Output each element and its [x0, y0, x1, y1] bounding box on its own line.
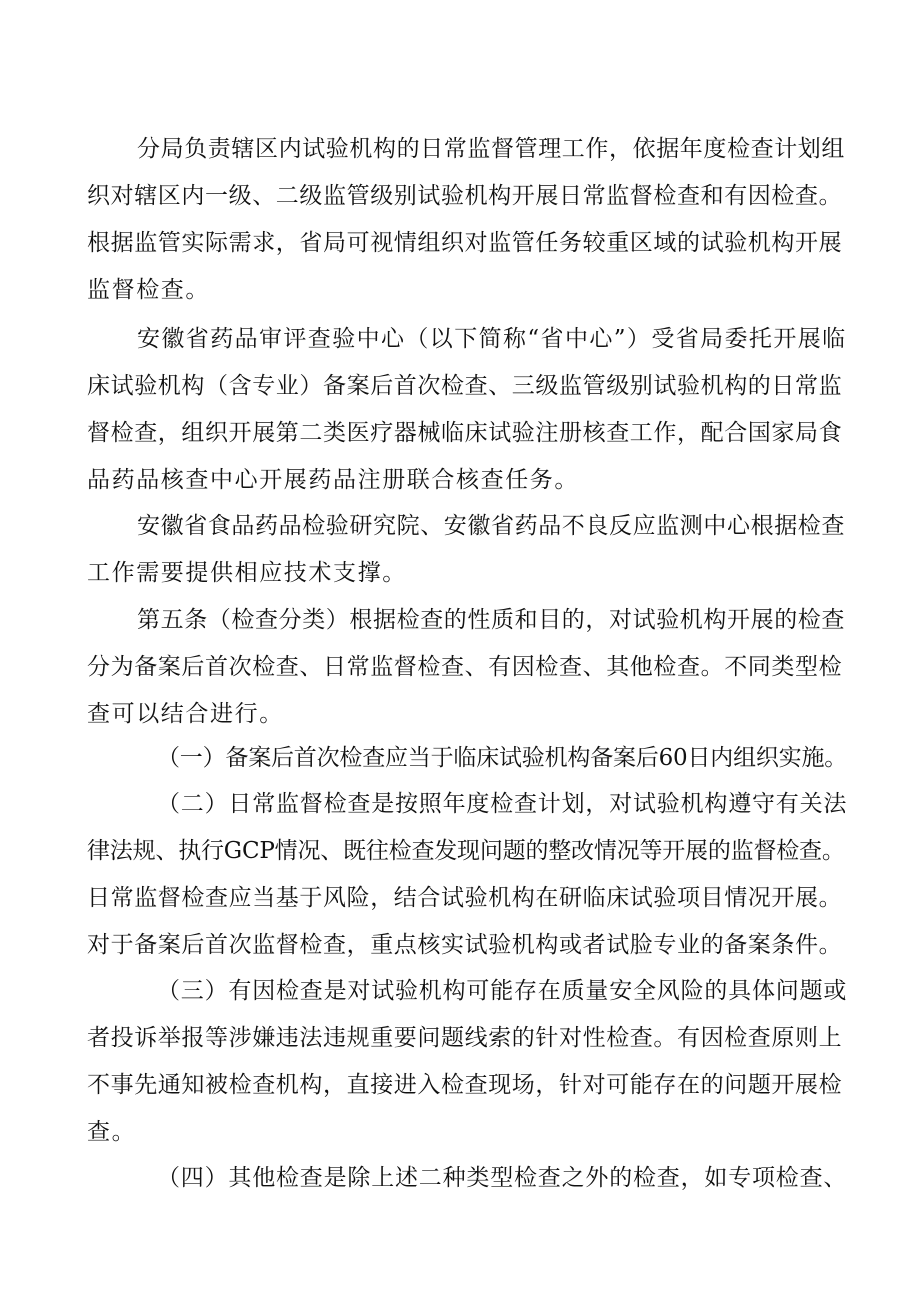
text-line: （四）其他检查是除上述二种类型检查之外的检查，如专项检查、 — [157, 1165, 848, 1191]
text-line: 第五条（检查分类）根据检查的性质和目的，对试验机构开展的检查 — [137, 607, 845, 633]
text-line: 工作需要提供相应技术支撑。 — [87, 560, 407, 586]
paragraph-provincial-center — [87, 316, 847, 504]
text-line: 安徽省食品药品检验研究院、安徽省药品不良反应监测中心根据检查 — [137, 513, 845, 539]
text-line: 查可以结合进行。 — [87, 701, 284, 727]
text-line: 查。 — [87, 1119, 137, 1145]
text-line: 品药品核查中心开展药品注册联合核查任务。 — [87, 467, 579, 493]
text-line: 对于备案后首次监督检查，重点核实试验机构或者试脸专业的备案条件。 — [87, 932, 843, 958]
paragraph-item-four — [87, 1155, 847, 1202]
text-line: 不事先通知被检查机构，直接进入检查现场，针对可能存在的问题开展检 — [87, 1072, 843, 1098]
text-line: （二）日常监督检查是按照年度检查计划，对试验机构遵守有关法 — [157, 791, 848, 817]
text-line: 日常监督检查应当基于风险，结合试验机构在研临床试验项目情况开展。 — [87, 885, 843, 911]
text-line: 者投诉举报等涉嫌违法违规重要问题线索的针对性检查。有因检查原则上 — [87, 1025, 843, 1051]
text-line: 分为备案后首次检查、日常监督检查、有因检查、其他检查。不同类型检 — [87, 654, 843, 680]
text-line: 分局负责辖区内试验机构的日常监督管理工作，依据年度检查计划组 — [137, 136, 845, 162]
paragraph-branch-duties — [87, 126, 847, 314]
text-line: 根据监管实际需求，省局可视情组织对监管任务较重区域的试验机构开展 — [87, 230, 843, 256]
text-line: 安徽省药品审评查验中心（以下简称“省中心”）受省局委托开展临 — [137, 326, 847, 352]
paragraph-item-three — [87, 968, 847, 1156]
text-line: （一）备案后首次检查应当于临床试验机构备案后60日内组织实施。 — [157, 745, 848, 771]
paragraph-technical-support — [87, 503, 847, 597]
paragraph-item-two — [87, 781, 847, 969]
text-line: 律法规、执行GCP情况、既往检查发现问题的整改情况等开展的监督检查。 — [87, 838, 845, 864]
text-line: 监督检查。 — [87, 277, 210, 303]
paragraph-item-one — [87, 735, 847, 782]
text-line: 督检查，组织开展第二类医疗器械临床试验注册核查工作，配合国家局食 — [87, 420, 843, 446]
text-line: 织对辖区内一级、二级监管级别试验机构开展日常监督检查和有因检查。 — [87, 183, 843, 209]
paragraph-article-five — [87, 597, 847, 738]
text-line: 床试验机构（含专业）备案后首次检查、三级监管级别试验机构的日常监 — [87, 373, 843, 399]
text-line: （三）有因检查是对试验机构可能存在质量安全风险的具体问题或 — [157, 978, 848, 1004]
